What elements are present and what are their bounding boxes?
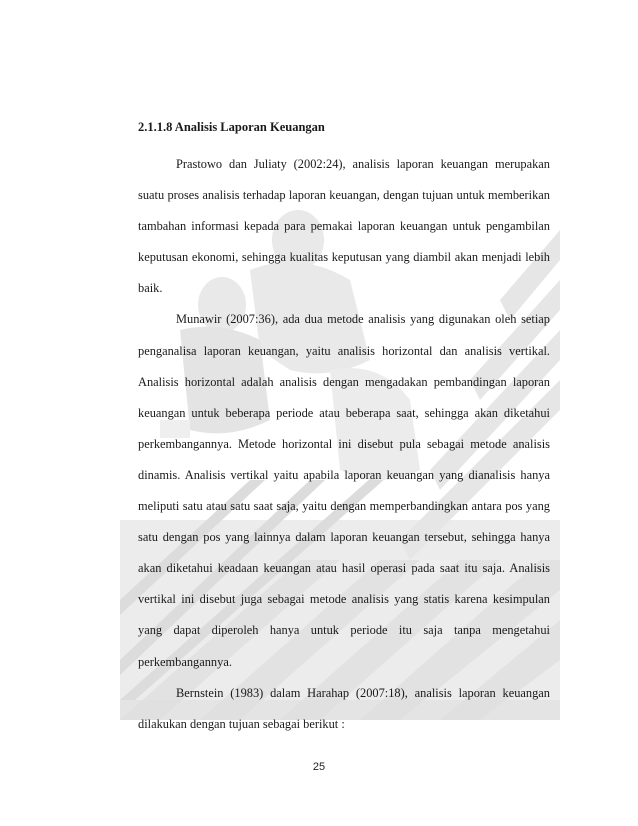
page-body (138, 117, 550, 740)
paragraph-prastowo: Prastowo dan Juliaty (2002:24), analisis laporan keuangan merupakan suatu proses analisis terhadap laporan keuangan, dengan tujuan untuk memberikan tambahan informasi kepada para pemakai laporan keuangan untuk pengambilan keputusan ekonomi, sehingga kualitas keputusan yang diambil akan menjadi lebih baik. (138, 157, 550, 296)
paragraph-munawir: Munawir (2007:36), ada dua metode analisis yang digunakan oleh setiap penganalisa laporan keuangan, yaitu analisis horizontal dan analisis vertikal. Analisis horizontal adalah analisis dengan mengadakan pembandingan laporan keuangan untuk beberapa periode atau beberapa saat, sehingga akan diketahui perkembangannya. Metode horizontal ini disebut pula sebagai metode analisis dinamis. Analisis vertikal yaitu apabila laporan keuangan yang dianalisis hanya meliputi satu atau satu saat saja, yaitu dengan memperbandingkan antara pos yang satu dengan pos yang lainnya dalam laporan keuangan tersebut, sehingga hanya akan diketahui keadaan keuangan atau hasil operasi pada saat itu saja. Analisis vertikal ini disebut juga sebagai metode analisis yang statis karena kesimpulan yang dapat diperoleh hanya untuk periode itu saja tanpa mengetahui perkembangannya. (138, 312, 550, 669)
page-number: 25 (312, 761, 326, 773)
section-heading: 2.1.1.8 Analisis Laporan Keuangan (138, 120, 325, 134)
paragraph-bernstein: Bernstein (1983) dalam Harahap (2007:18), analisis laporan keuangan dilakukan dengan tujuan sebagai berikut : (138, 685, 550, 731)
